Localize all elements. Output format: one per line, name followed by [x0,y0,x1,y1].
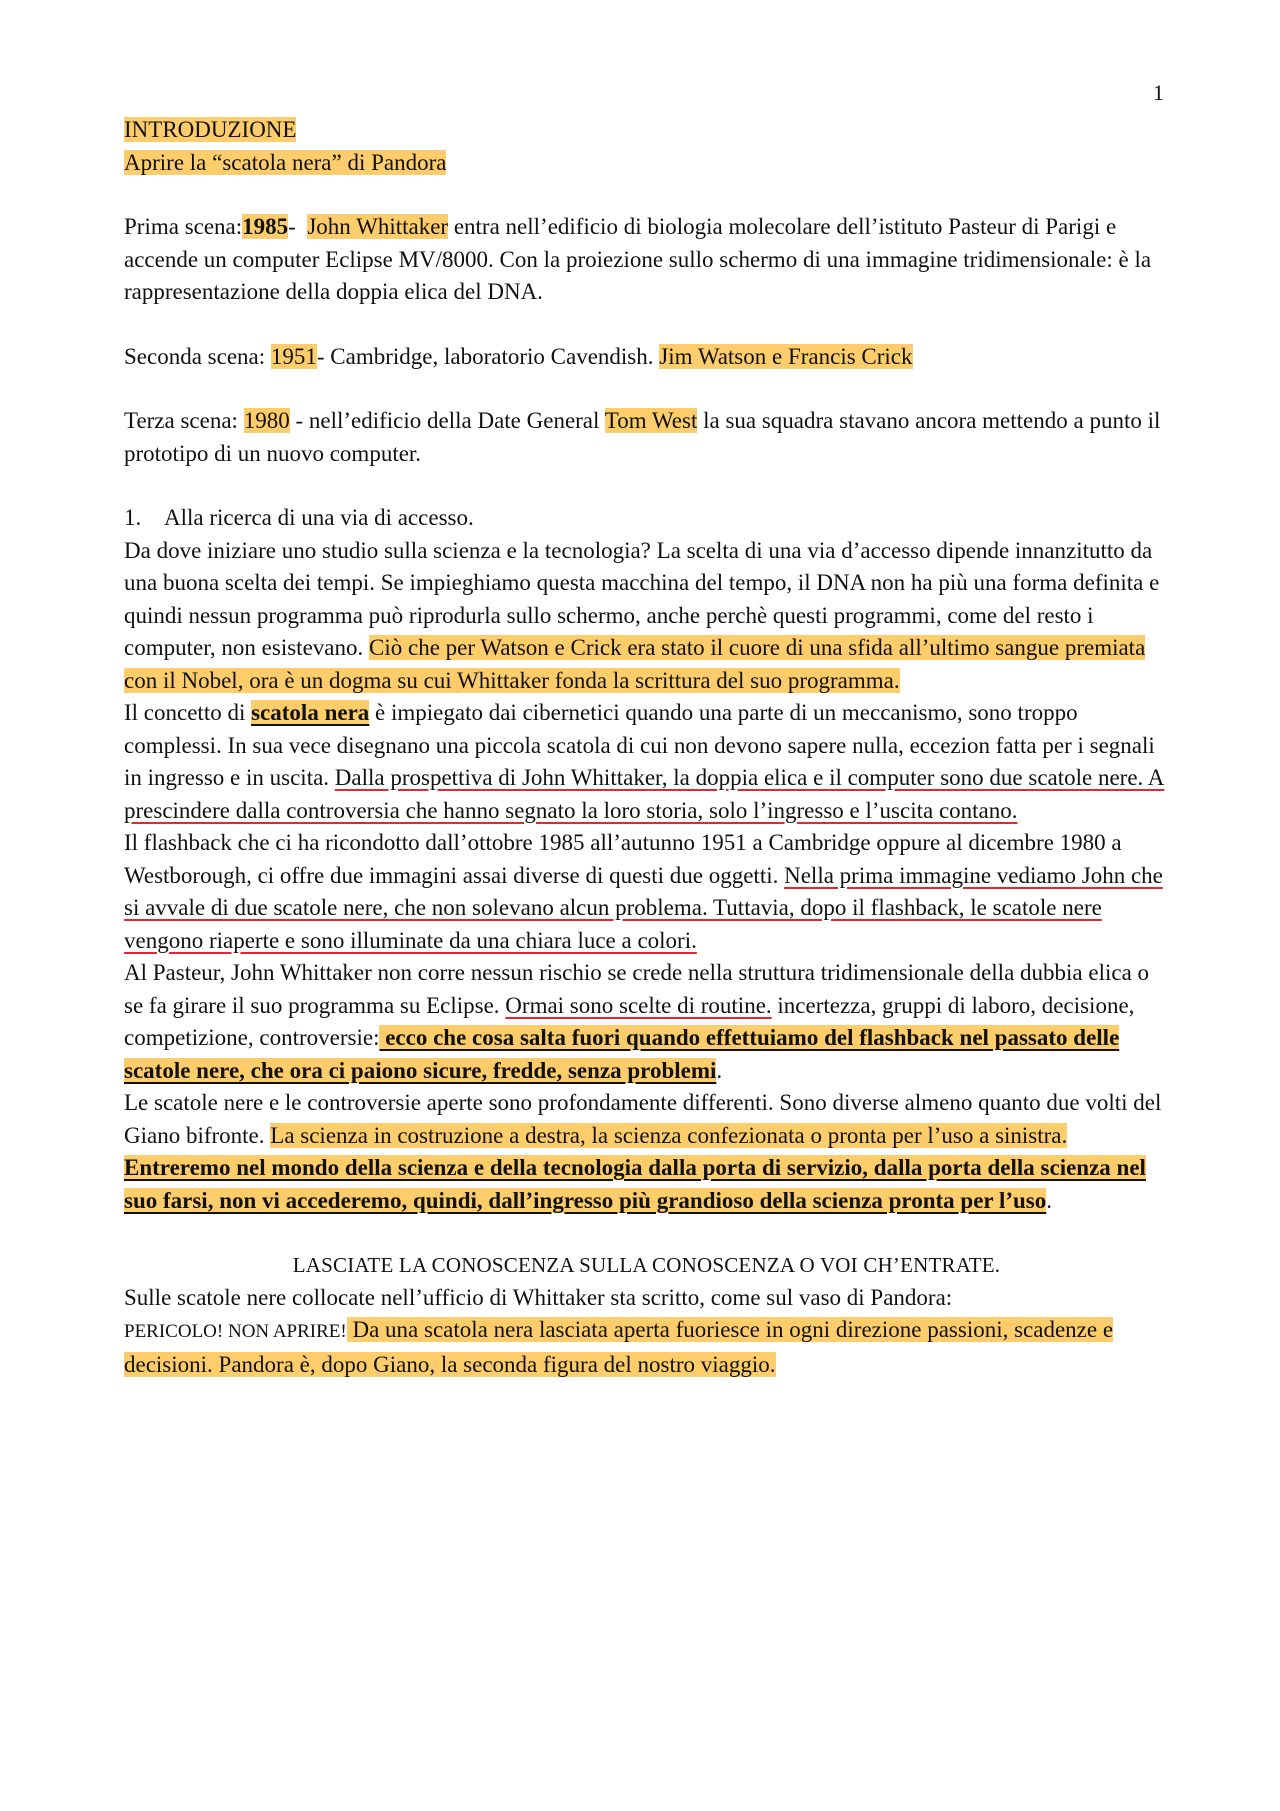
section-1-paragraph-2: Il concetto di scatola nera è impiegato dai cibernetici quando una parte di un meccanismo, sono troppo complessi. In sua vece disegnano una piccola scatola di cui non devono sapere nulla, eccezion fatta per i segnali in ingresso e in uscita. Dalla prospettiva di John Whittaker, la doppia elica e il computer sono due scatole nere. A prescindere dalla controversia che hanno segnato la loro storia, solo l’ingresso e l’uscita contano. [124,700,1165,823]
warning-text: PERICOLO! NON APRIRE! [124,1321,347,1342]
scene-1-year: 1985 [242,214,289,239]
section-1-paragraph-4: Al Pasteur, John Whittaker non corre nessun rischio se crede nella struttura tridimensionale della dubbia elica o se fa girare il suo programma su Eclipse. Ormai sono scelte di routine. incertezza, gruppi di laboro, decisione, competizione, controversie: ecco che cosa salta fuori quando effettuiamo del flashback nel passato delle scatole nere, che ora ci paiono sicure, fredde, senza problemi. [124,960,1150,1083]
scene-3-name: Tom West [604,408,698,433]
section-1-paragraph-6: Entreremo nel mondo della scienza e della tecnologia dalla porta di servizio, dalla porta della scienza nel suo farsi, non vi accederemo, quindi, dall’ingresso più grandioso della scienza pronta per l’uso. [124,1155,1146,1213]
section-1-paragraph-1: Da dove iniziare uno studio sulla scienza e la tecnologia? La scelta di una via d’accesso dipende innanzitutto da una buona scelta dei tempi. Se impieghiamo questa macchina del tempo, il DNA non ha più una forma definita e quindi nessun programma può riprodurla sullo schermo, anche perchè questi programmi, come del resto i computer, non esistevano. Ciò che per Watson e Crick era stato il cuore di una sfida all’ultimo sangue premiata con il Nobel, ora è un dogma su cui Whittaker fonda la scrittura del suo programma. [124,537,1160,693]
section-2-paragraph-1: Sulle scatole nere collocate nell’ufficio di Whittaker sta scritto, come sul vaso di Pandora: [124,1284,953,1310]
scene-2-year: 1951 [270,343,317,369]
scene-1-paragraph: Prima scena:1985- John Whittaker entra nell’edificio di biologia molecolare dell’istituto Pasteur di Parigi e accende un computer Eclipse MV/8000. Con la proiezione sullo schermo di una immagine tridimensionale: è la rappresentazione della doppia elica del DNA. [124,214,1152,304]
scene-3-year: 1980 [243,408,290,433]
scene-3-paragraph: Terza scena: 1980 - nell’edificio della Date General Tom West la sua squadra stavano ancora mettendo a punto il prototipo di un nuovo computer. [124,408,1161,466]
intro-heading: INTRODUZIONE [124,117,297,142]
page-number: 1 [1153,80,1164,105]
intro-title: Aprire la “scatola nera” di Pandora [124,149,447,175]
section-2-title: LASCIATE LA CONOSCENZA SULLA CONOSCENZA O VOI CH’ENTRATE. [292,1253,1001,1277]
section-1-paragraph-3: Il flashback che ci ha ricondotto dall’ottobre 1985 all’autunno 1951 a Cambridge oppure al dicembre 1980 a Westborough, ci offre due immagini assai diverse di questi due oggetti. Nella prima immagine vediamo John che si avvale di due scatole nere, che non solevano alcun problema. Tuttavia, dopo il flashback, le scatole nere vengono riaperte e sono illuminate da una chiara luce a colori. [124,830,1163,953]
section-1-paragraph-5: Le scatole nere e le controversie aperte sono profondamente differenti. Sono diverse almeno quanto due volti del Giano bifronte. La scienza in costruzione a destra, la scienza confezionata o pronta per l’uso a sinistra. [124,1090,1162,1148]
scene-2-paragraph: Seconda scena: 1951- Cambridge, laboratorio Cavendish. Jim Watson e Francis Crick [124,343,913,369]
section-1-heading: 1. Alla ricerca di una via di accesso. [124,505,474,530]
scene-1-name: John Whittaker [307,214,449,239]
document-body [124,114,1169,1381]
scene-2-names: Jim Watson e Francis Crick [659,343,913,369]
black-box-term: scatola nera [251,700,370,725]
section-2-paragraph-2: PERICOLO! NON APRIRE! Da una scatola nera lasciata aperta fuoriesce in ogni direzione passioni, scadenze e decisioni. Pandora è, dopo Giano, la seconda figura del nostro viaggio. [124,1317,1114,1377]
